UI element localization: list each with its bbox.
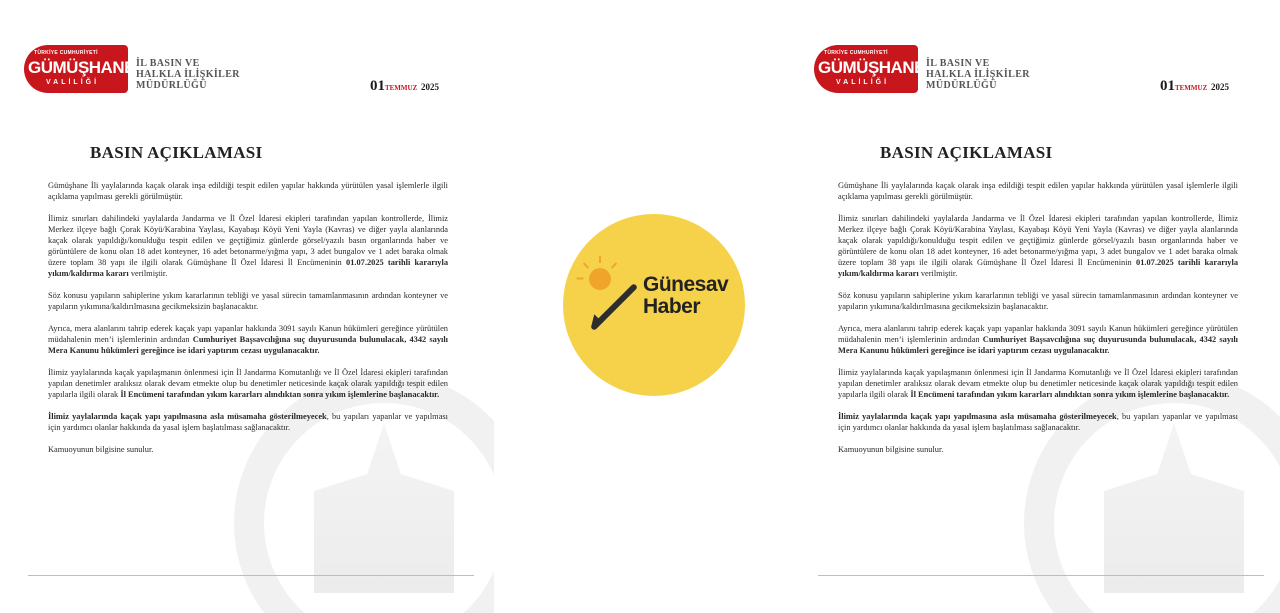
- logo-sub-text: VALİLİĞİ: [836, 79, 890, 86]
- paragraph-6: İlimiz yaylalarında kaçak yapı yapılmasına asla müsamaha gösterilmeyecek, bu yapıları yapanlar ve yapılması için yardımcı olanlar hakkında da yasal işlem başlatılması sağlanacaktır.: [838, 412, 1238, 432]
- logo-main-text: GÜMÜŞHANE: [818, 58, 925, 77]
- paragraph-1: Gümüşhane İli yaylalarında kaçak olarak inşa edildiği tespit edilen yapılar hakkında yürütülen yasal işlemlerle ilgili açıklama yapılması gerekli görülmüştür.: [48, 181, 448, 201]
- press-release-right: [814, 0, 1280, 613]
- paragraph-7: Kamuoyunun bilgisine sunulur.: [838, 445, 944, 454]
- paragraph-7: Kamuoyunun bilgisine sunulur.: [48, 445, 154, 454]
- press-release-body: [48, 180, 448, 466]
- footer-divider: [818, 575, 1264, 576]
- press-release-left: [24, 0, 494, 613]
- paragraph-4: Ayrıca, mera alanlarını tahrip ederek kaçak yapı yapanlar hakkında 3091 sayılı Kanun hükümleri gereğince yürütülen müdahalenin men’i işlemlerinin ardından Cumhuriyet Başsavcılığına suç duyurusunda bulunulacak, 4342 sayılı Mera Kanunu hükümleri gereğince ise idari yaptırım cezası uygulanacaktır.: [838, 324, 1238, 355]
- release-date: 01TEMMUZ 2025: [369, 78, 439, 94]
- paragraph-1: Gümüşhane İli yaylalarında kaçak olarak inşa edildiği tespit edilen yapılar hakkında yürütülen yasal işlemlerle ilgili açıklama yapılması gerekli görülmüştür.: [838, 181, 1238, 201]
- paragraph-2: İlimiz sınırları dahilindeki yaylalarda Jandarma ve İl Özel İdaresi ekipleri tarafından yapılan kontrollerde, İlimiz Merkez ilçeye bağlı Çorak Köyü/Karabina Yaylası, Kayabaşı Köyü Yeni Yayla (Kavras) ve diğer yayla alanlarında kaçak olarak yapıldığı/konulduğu tespit edilen ve geçtiğimiz günlerde görsel/yazılı basın organlarında haber ve görüntülere de konu olan 18 adet konteyner, 16 adet betonarme/yığma yapı, 3 adet bungalov ve 1 adet baraka olmak üzere toplam 38 yapı ile ilgili olarak Gümüşhane İl Özel İdaresi İl Encümeninin 01.07.2025 tarihli kararıyla yıkım/kaldırma kararı verilmiştir.: [48, 214, 449, 278]
- paragraph-3: Söz konusu yapıların sahiplerine yıkım kararlarının tebliği ve yasal sürecin tamamlanmasının ardından konteyner ve yapıların yıkımına/kaldırılmasına gecikmeksizin başlanacaktır.: [48, 291, 448, 311]
- gumushane-governorship-logo: [814, 45, 925, 93]
- logo-top-text: TÜRKİYE CUMHURİYETİ: [824, 50, 888, 56]
- sun-icon: [589, 268, 611, 290]
- logo-sub-text: VALİLİĞİ: [46, 79, 100, 86]
- paragraph-5: İlimiz yaylalarında kaçak yapılaşmanın önlenmesi için İl Jandarma Komutanlığı ve İl Özel İdaresi ekipleri tarafından yapılan denetimler aralıksız olarak devam etmekte olup bu denetimler neticesinde kaçak olarak yapıldığı tespit edilen yapılarla ilgili olarak İl Encümeni tarafından yıkım kararları alındıktan sonra yıkım işlemlerine başlanacaktır.: [48, 368, 448, 399]
- logo-main-text: GÜMÜŞHANE: [28, 58, 135, 77]
- paragraph-2: İlimiz sınırları dahilindeki yaylalarda Jandarma ve İl Özel İdaresi ekipleri tarafından yapılan kontrollerde, İlimiz Merkez ilçeye bağlı Çorak Köyü/Karabina Yaylası, Kayabaşı Köyü Yeni Yayla (Kavras) ve diğer yayla alanlarında kaçak olarak yapıldığı/konulduğu tespit edilen ve geçtiğimiz günlerde görsel/yazılı basın organlarında haber ve görüntülere de konu olan 18 adet konteyner, 16 adet betonarme/yığma yapı, 3 adet bungalov ve 1 adet baraka olmak üzere toplam 38 yapı ile ilgili olarak Gümüşhane İl Özel İdaresi İl Encümeninin 01.07.2025 tarihli kararıyla yıkım/kaldırma kararı verilmiştir.: [838, 214, 1239, 278]
- release-date: 01TEMMUZ 2025: [1159, 78, 1229, 94]
- gumushane-governorship-logo: [24, 45, 135, 93]
- paragraph-4: Ayrıca, mera alanlarını tahrip ederek kaçak yapı yapanlar hakkında 3091 sayılı Kanun hükümleri gereğince yürütülen müdahalenin men’i işlemlerinin ardından Cumhuriyet Başsavcılığına suç duyurusunda bulunulacak, 4342 sayılı Mera Kanunu hükümleri gereğince ise idari yaptırım cezası uygulanacaktır.: [48, 324, 448, 355]
- press-release-body: [838, 180, 1238, 466]
- sun-ray-icon: [611, 262, 617, 268]
- page-title: BASIN AÇIKLAMASI: [90, 143, 263, 162]
- logo-top-text: TÜRKİYE CUMHURİYETİ: [34, 50, 98, 56]
- paragraph-6: İlimiz yaylalarında kaçak yapı yapılmasına asla müsamaha gösterilmeyecek, bu yapıları yapanlar ve yapılması için yardımcı olanlar hakkında da yasal işlem başlatılması sağlanacaktır.: [48, 412, 448, 432]
- paragraph-3: Söz konusu yapıların sahiplerine yıkım kararlarının tebliği ve yasal sürecin tamamlanmasının ardından konteyner ve yapıların yıkımına/kaldırılmasına gecikmeksizin başlanacaktır.: [838, 291, 1238, 311]
- brand-name: Günesav Haber: [643, 273, 729, 318]
- footer-divider: [28, 575, 474, 576]
- sun-ray-icon: [583, 262, 589, 268]
- department-name: İL BASIN VE HALKLA İLİŞKİLER MÜDÜRLÜĞÜ: [926, 58, 1030, 91]
- paragraph-5: İlimiz yaylalarında kaçak yapılaşmanın önlenmesi için İl Jandarma Komutanlığı ve İl Özel İdaresi ekipleri tarafından yapılan denetimler aralıksız olarak devam etmekte olup bu denetimler neticesinde kaçak olarak yapıldığı tespit edilen yapılarla ilgili olarak İl Encümeni tarafından yıkım kararları alındıktan sonra yıkım işlemlerine başlanacaktır.: [838, 368, 1238, 399]
- department-name: İL BASIN VE HALKLA İLİŞKİLER MÜDÜRLÜĞÜ: [136, 58, 240, 91]
- sun-ray-icon: [577, 278, 584, 280]
- gunesav-haber-logo: [563, 214, 745, 396]
- page-title: BASIN AÇIKLAMASI: [880, 143, 1053, 162]
- sun-ray-icon: [599, 256, 601, 263]
